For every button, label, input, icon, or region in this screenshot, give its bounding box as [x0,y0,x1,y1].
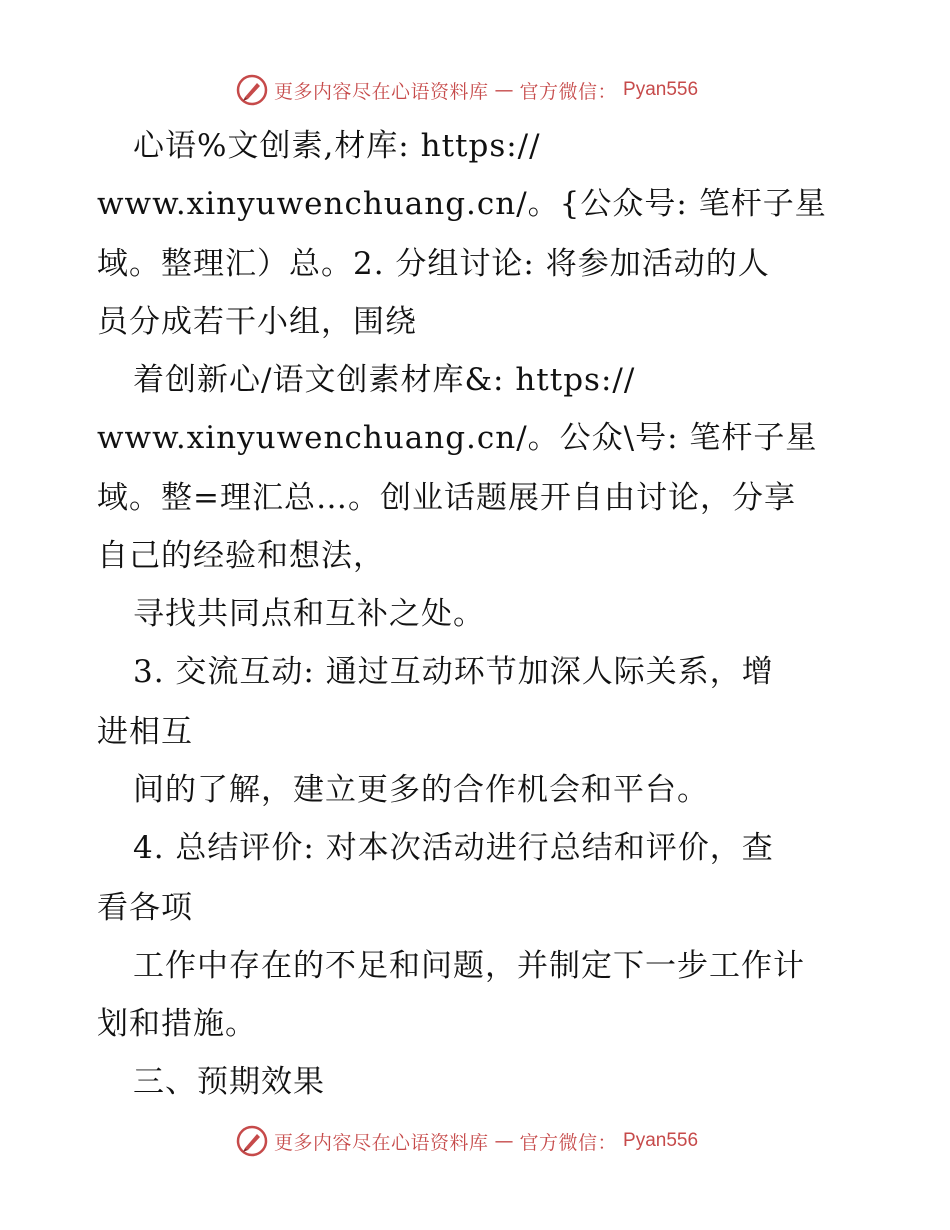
pen-logo-icon [236,74,268,106]
body-line: 3. 交流互动: 通过互动环节加深人际关系，增 [133,654,774,690]
body-line: 工作中存在的不足和问题，并制定下一步工作计 [133,948,805,984]
footer-banner-id: Pyan556 [623,1130,699,1151]
header-banner-suffix: 官方微信： [519,80,618,103]
footer-banner-suffix: 官方微信： [519,1131,618,1154]
footer-banner [236,1124,716,1158]
pen-logo-icon [236,1125,268,1157]
body-line: 着创新心/语文创素材库&: https:// [133,362,636,398]
body-line: www.xinyuwenchuang.cn/。{公众号: 笔杆子星 [97,186,827,222]
body-line: 4. 总结评价: 对本次活动进行总结和评价，查 [133,830,774,866]
header-banner-id: Pyan556 [623,79,699,100]
body-line: 三、预期效果 [133,1064,325,1100]
body-line: 寻找共同点和互补之处。 [133,596,485,632]
header-banner [236,73,716,107]
body-line: 进相互 [97,714,193,750]
footer-banner-text: 更多内容尽在心语资料库 [274,1131,489,1154]
footer-banner-separator: — [494,1130,514,1152]
header-banner-text: 更多内容尽在心语资料库 [274,80,489,103]
body-line: 划和措施。 [97,1006,257,1042]
body-line: www.xinyuwenchuang.cn/。公众\号: 笔杆子星 [97,420,818,456]
header-banner-separator: — [494,79,514,101]
body-line: 域。整=理汇总…。创业话题展开自由讨论，分享 [97,480,796,516]
body-line: 看各项 [97,890,193,926]
body-line: 员分成若干小组，围绕 [97,304,417,340]
body-line: 域。整理汇）总。2. 分组讨论: 将参加活动的人 [97,246,770,282]
body-line: 自己的经验和想法， [97,538,385,574]
body-line: 心语%文创素,材库: https:// [133,128,541,164]
body-line: 间的了解，建立更多的合作机会和平台。 [133,772,709,808]
